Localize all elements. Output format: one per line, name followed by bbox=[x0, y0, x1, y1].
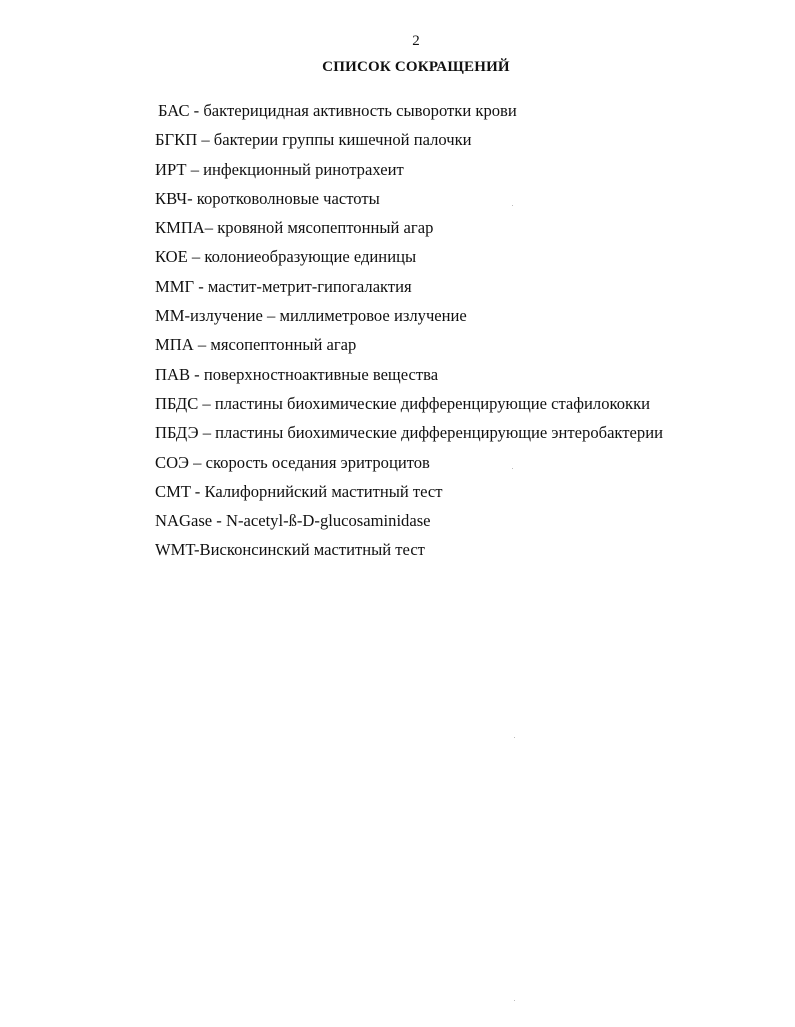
scan-speck bbox=[514, 737, 515, 738]
abbreviation-item: ИРТ – инфекционный ринотрахеит bbox=[155, 159, 404, 179]
abbreviation-item: СОЭ – скорость оседания эритроцитов bbox=[155, 452, 430, 472]
abbreviation-item: КВЧ- коротковолновые частоты bbox=[155, 188, 380, 208]
abbreviation-item: CMT - Калифорнийский маститный тест bbox=[155, 481, 443, 501]
abbreviation-item: WMT-Висконсинский маститный тест bbox=[155, 540, 425, 560]
page-number: 2 bbox=[412, 33, 420, 49]
abbreviation-list bbox=[155, 101, 663, 570]
abbreviation-item: МПА – мясопептонный агар bbox=[155, 335, 357, 355]
scan-speck bbox=[512, 205, 513, 206]
abbreviation-item: ПБДС – пластины биохимические дифференцирующие стафилококки bbox=[155, 393, 651, 413]
scan-speck bbox=[512, 468, 513, 469]
abbreviation-item: ММГ - мастит-метрит-гипогалактия bbox=[155, 276, 412, 296]
abbreviation-item: ПАВ - поверхностноактивные вещества bbox=[155, 364, 439, 384]
abbreviation-item: КМПА– кровяной мясопептонный агар bbox=[155, 218, 434, 238]
abbreviation-item: БГКП – бактерии группы кишечной палочки bbox=[155, 130, 472, 150]
abbreviation-item: КОЕ – колониеобразующие единицы bbox=[155, 247, 417, 267]
scan-speck bbox=[514, 1000, 515, 1001]
abbreviation-item: NAGase - N-acetyl-ß-D-glucosaminidase bbox=[155, 511, 431, 531]
page-title: СПИСОК СОКРАЩЕНИЙ bbox=[322, 59, 510, 75]
abbreviation-item: БАС - бактерицидная активность сыворотки крови bbox=[158, 101, 517, 120]
abbreviation-item: ММ-излучение – миллиметровое излучение bbox=[155, 306, 467, 326]
abbreviation-item: ПБДЭ – пластины биохимические дифференцирующие энтеробактерии bbox=[155, 423, 663, 443]
